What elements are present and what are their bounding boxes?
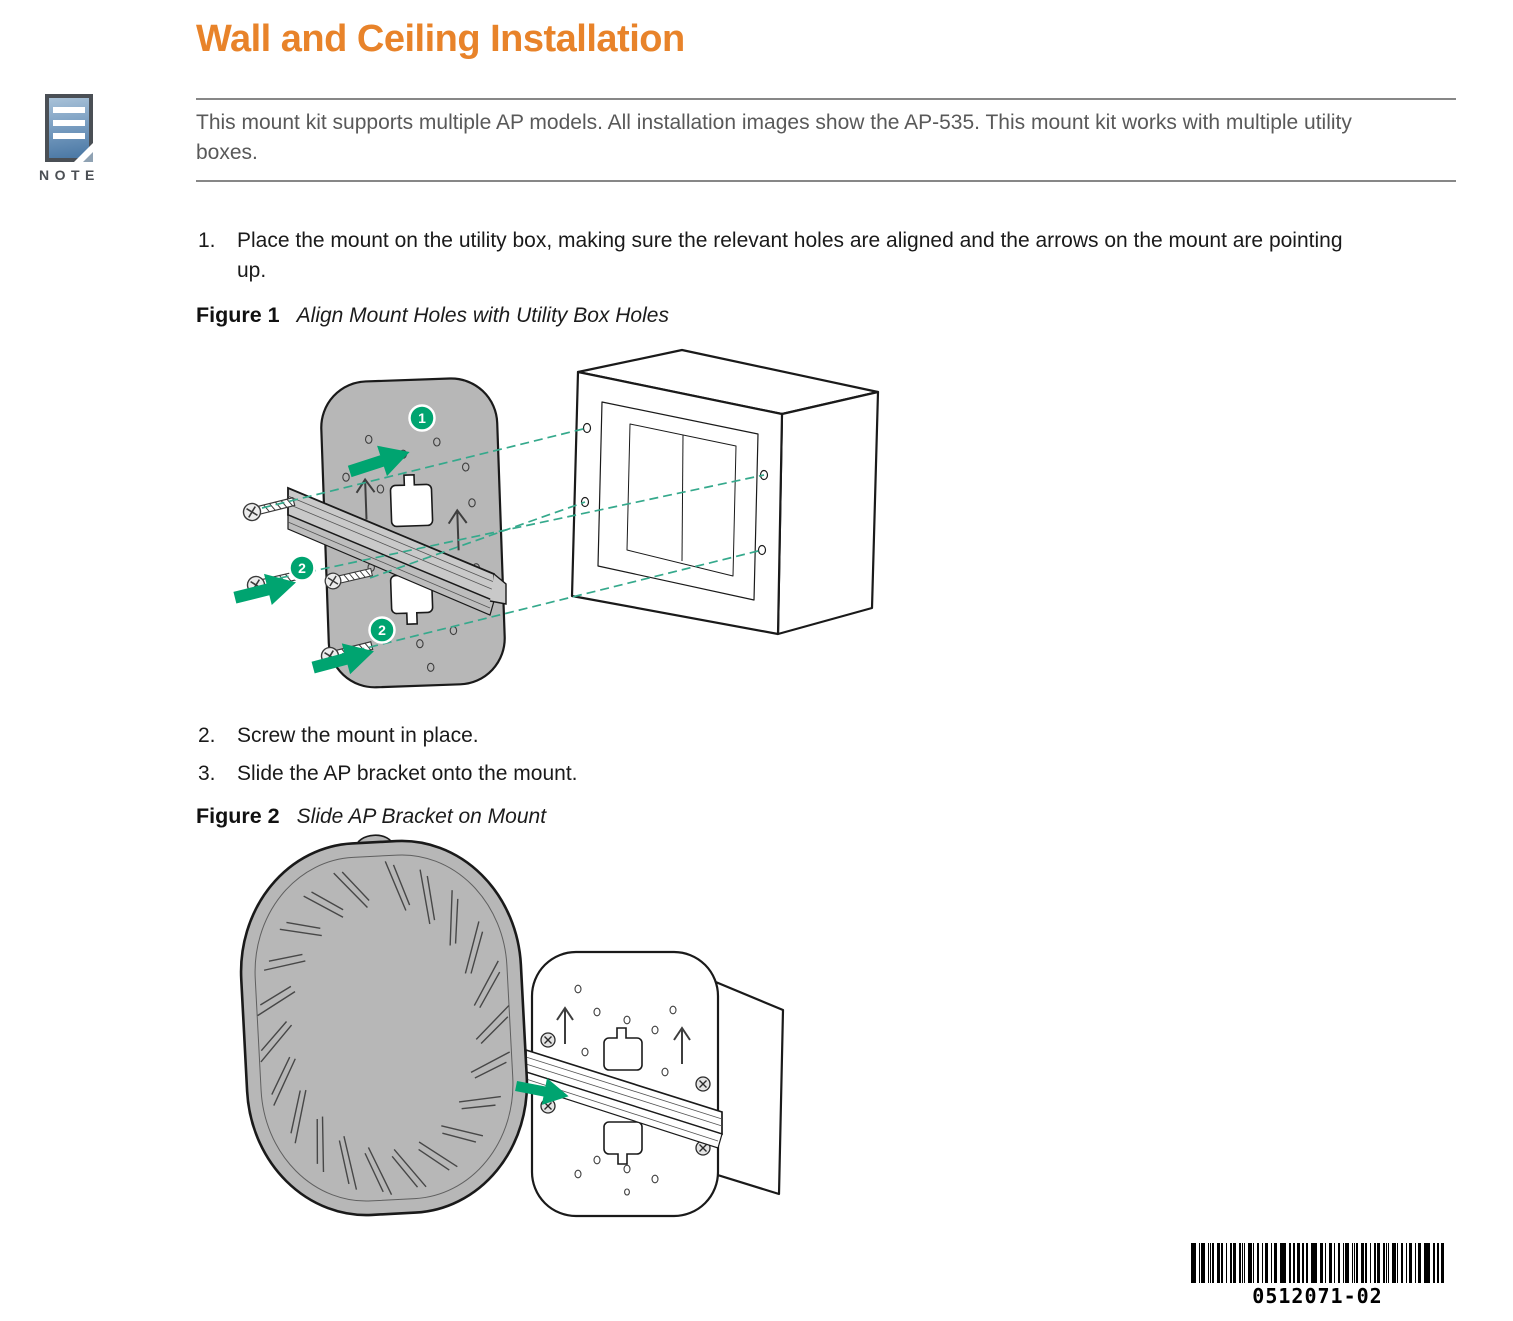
step-item-2: [196, 721, 1367, 751]
note-text: This mount kit supports multiple AP models. All installation images show the AP-535. This mount kit works with multiple utility boxes.: [196, 111, 1352, 164]
step-item-3: [196, 759, 1367, 789]
figure1-caption: Align Mount Holes with Utility Box Holes: [296, 304, 669, 327]
step-text: Screw the mount in place.: [237, 724, 479, 747]
figure1-caption-row: [196, 303, 669, 328]
note-label: NOTE: [39, 167, 100, 183]
step-number: 1.: [198, 229, 216, 252]
note-icon-stripe: [53, 120, 85, 126]
step-text: Place the mount on the utility box, making sure the relevant holes are aligned and the arrows on the mount are pointing up.: [237, 229, 1343, 282]
step-number: 2.: [198, 724, 216, 747]
step-text: Slide the AP bracket onto the mount.: [237, 762, 578, 785]
callout-badge-3-number: 2: [378, 622, 386, 638]
figure2-illustration: [230, 832, 810, 1252]
figure1-label: Figure 1: [196, 303, 280, 327]
note-icon: [45, 94, 93, 162]
callout-badge-2-number: 2: [298, 560, 306, 576]
note-divider-top: [196, 98, 1456, 100]
figure2-caption-row: [196, 804, 546, 829]
barcode-bars: [1191, 1243, 1444, 1283]
utility-box: [572, 350, 878, 634]
note-icon-stripe: [53, 107, 85, 113]
step-number: 3.: [198, 762, 216, 785]
ap-device: [234, 832, 533, 1221]
callout-badge-3: [370, 618, 395, 643]
callout-badge-2: [290, 556, 315, 581]
barcode: [1191, 1243, 1444, 1308]
figure1-illustration: [230, 338, 890, 718]
barcode-label: 0512071-02: [1252, 1284, 1383, 1308]
note-divider-bottom: [196, 180, 1456, 182]
note-icon-stripe: [53, 133, 85, 139]
figure2-label: Figure 2: [196, 804, 280, 828]
callout-badge-1: [410, 406, 435, 431]
figure2-caption: Slide AP Bracket on Mount: [296, 805, 547, 828]
page-title: Wall and Ceiling Installation: [196, 18, 685, 60]
step-item-1: [196, 226, 1367, 286]
callout-badge-1-number: 1: [418, 410, 426, 426]
note-icon-fold-shadow: [83, 152, 93, 162]
